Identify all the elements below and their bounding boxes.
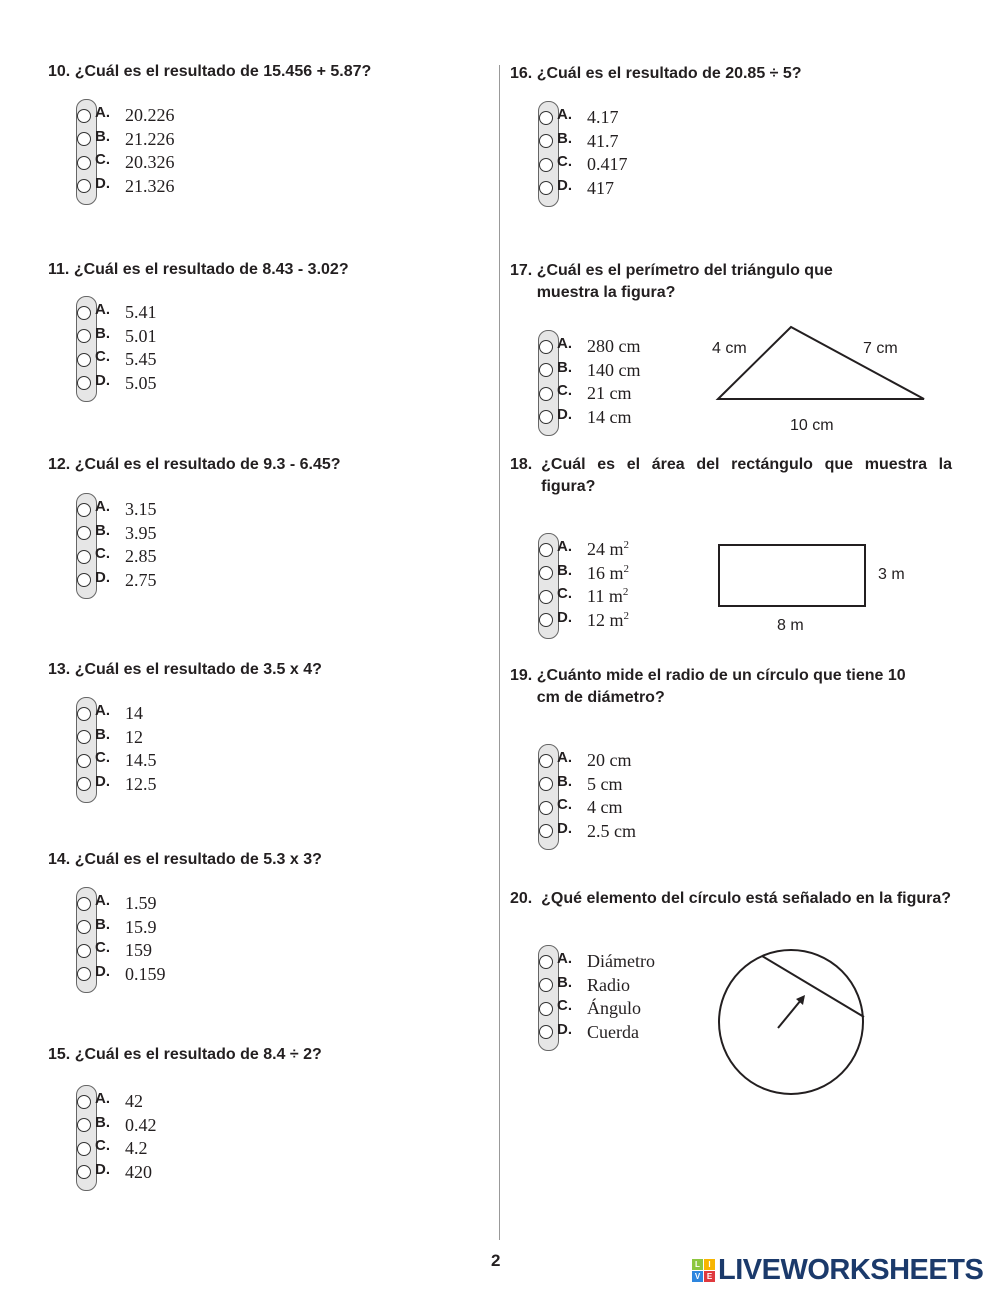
radio-bubble-icon[interactable] — [539, 158, 553, 172]
option-letter: D. — [557, 405, 572, 423]
radio-bubble-icon[interactable] — [539, 111, 553, 125]
answer-option[interactable] — [76, 175, 468, 199]
question-17 — [510, 260, 890, 429]
answer-option[interactable] — [76, 1161, 468, 1185]
question-11 — [48, 259, 468, 395]
radio-bubble-icon[interactable] — [77, 109, 91, 123]
option-value — [125, 523, 157, 544]
radio-bubble-icon[interactable] — [77, 730, 91, 744]
radio-bubble-icon[interactable] — [77, 573, 91, 587]
question-text: ¿Cuál es el resultado de 8.43 - 3.02? — [73, 261, 349, 278]
question-number: 15. — [48, 1046, 75, 1063]
option-value-text: 5.45 — [125, 349, 157, 370]
triangle-base-label: 10 cm — [790, 417, 834, 434]
question-number: 13. — [48, 661, 75, 678]
radio-bubble-icon[interactable] — [539, 754, 553, 768]
question-16 — [510, 63, 950, 200]
answer-option[interactable] — [76, 726, 468, 750]
option-value-text: Diámetro — [587, 951, 655, 972]
option-letter: B. — [95, 915, 110, 933]
option-value-text: 0.159 — [125, 963, 166, 984]
option-value-text: 2.5 cm — [587, 820, 636, 841]
answer-option[interactable] — [76, 301, 468, 325]
question-15 — [48, 1044, 468, 1184]
answer-option[interactable] — [76, 522, 468, 546]
option-value — [125, 499, 157, 520]
question-number: 20. — [510, 890, 542, 907]
option-value-text: 12 — [125, 726, 143, 747]
question-number: 11. — [48, 261, 74, 278]
question-text: ¿Cuánto mide el radio de un círculo que tiene 10 cm de diámetro? — [536, 667, 906, 706]
option-value — [125, 105, 175, 126]
question-12 — [48, 454, 468, 592]
answer-option[interactable] — [76, 545, 468, 569]
answer-option[interactable] — [76, 1090, 468, 1114]
answer-option[interactable] — [538, 609, 952, 633]
option-letter: A. — [95, 892, 110, 910]
option-value-text: 20.326 — [125, 152, 175, 173]
option-value — [587, 998, 641, 1019]
option-value-text: 1.59 — [125, 893, 157, 914]
radio-bubble-icon[interactable] — [539, 1025, 553, 1039]
option-letter: A. — [95, 1090, 110, 1108]
answer-option[interactable] — [538, 106, 950, 130]
answer-option[interactable] — [76, 963, 468, 987]
option-letter: A. — [557, 749, 572, 767]
option-value — [587, 563, 629, 584]
option-value — [125, 727, 143, 748]
option-value — [587, 750, 632, 771]
option-letter: A. — [557, 335, 572, 353]
option-letter: C. — [95, 545, 110, 563]
radio-bubble-icon[interactable] — [77, 503, 91, 517]
answer-option[interactable] — [76, 372, 468, 396]
option-value — [125, 546, 157, 567]
answer-options — [538, 106, 950, 200]
option-value-text: Radio — [587, 974, 630, 995]
triangle-left-label: 4 cm — [712, 340, 747, 357]
question-text: ¿Cuál es el resultado de 8.4 ÷ 2? — [74, 1046, 322, 1063]
answer-option[interactable] — [76, 569, 468, 593]
option-value-text: 24 m — [587, 539, 624, 560]
option-value-text: 417 — [587, 177, 614, 198]
answer-option[interactable] — [538, 773, 910, 797]
option-value-text: 12 m — [587, 609, 624, 630]
answer-options — [538, 749, 910, 843]
answer-option[interactable] — [538, 359, 890, 383]
option-letter: C. — [95, 939, 110, 957]
logo-text: LIVEWORKSHEETS — [718, 1254, 984, 1286]
option-value — [587, 586, 628, 607]
option-value-text: 21.326 — [125, 175, 175, 196]
radio-bubble-icon[interactable] — [77, 944, 91, 958]
option-letter: D. — [95, 772, 110, 790]
answer-option[interactable] — [76, 702, 468, 726]
option-value-text: 4.17 — [587, 107, 619, 128]
option-letter: C. — [95, 348, 110, 366]
question-text: ¿Cuál es el resultado de 3.5 x 4? — [74, 661, 322, 678]
option-value — [587, 539, 629, 560]
option-value-text: 14 — [125, 703, 143, 724]
option-value-text: 14.5 — [125, 750, 157, 771]
logo-tile: V — [692, 1271, 703, 1282]
option-value — [587, 774, 623, 795]
radio-bubble-icon[interactable] — [539, 181, 553, 195]
answer-option[interactable] — [538, 950, 952, 974]
option-value-text: 5.05 — [125, 372, 157, 393]
option-value-text: 4.2 — [125, 1138, 148, 1159]
answer-options — [76, 301, 468, 395]
radio-bubble-icon[interactable] — [77, 707, 91, 721]
option-exponent: 2 — [623, 609, 630, 622]
answer-option[interactable] — [76, 104, 468, 128]
radio-bubble-icon[interactable] — [77, 1142, 91, 1156]
question-text: ¿Cuál es el resultado de 5.3 x 3? — [74, 851, 322, 868]
question-title — [48, 1044, 468, 1066]
radio-bubble-icon[interactable] — [77, 1118, 91, 1132]
answer-option[interactable] — [538, 562, 952, 586]
option-value-text: 0.42 — [125, 1114, 157, 1135]
logo-tile: E — [704, 1271, 715, 1282]
logo-tile: I — [704, 1259, 715, 1270]
answer-option[interactable] — [76, 939, 468, 963]
answer-options — [76, 702, 468, 796]
option-value-text: 16 m — [587, 562, 624, 583]
radio-bubble-icon[interactable] — [77, 897, 91, 911]
answer-option[interactable] — [538, 153, 950, 177]
option-value — [125, 893, 157, 914]
radio-bubble-icon[interactable] — [77, 1095, 91, 1109]
question-10 — [48, 61, 468, 198]
question-title — [48, 259, 468, 281]
option-value-text: 280 cm — [587, 336, 641, 357]
option-letter: B. — [557, 129, 572, 147]
answer-options — [76, 104, 468, 198]
answer-option[interactable] — [538, 382, 890, 406]
option-letter: A. — [95, 498, 110, 516]
answer-option[interactable] — [76, 498, 468, 522]
option-value-text: 21 cm — [587, 383, 632, 404]
option-value-text: 41.7 — [587, 130, 619, 151]
option-letter: C. — [95, 151, 110, 169]
option-letter: D. — [95, 962, 110, 980]
option-value — [587, 107, 619, 128]
answer-option[interactable] — [76, 892, 468, 916]
liveworksheets-logo — [692, 1254, 983, 1287]
question-number: 14. — [48, 851, 75, 868]
answer-option[interactable] — [76, 325, 468, 349]
radio-bubble-icon[interactable] — [539, 1002, 553, 1016]
option-letter: A. — [95, 702, 110, 720]
radio-bubble-icon[interactable] — [539, 777, 553, 791]
answer-option[interactable] — [76, 1137, 468, 1161]
question-title — [510, 665, 910, 709]
question-title — [510, 260, 890, 304]
answer-options — [538, 335, 890, 429]
option-value — [125, 176, 175, 197]
option-value — [587, 610, 629, 631]
radio-bubble-icon[interactable] — [77, 179, 91, 193]
answer-option[interactable] — [538, 796, 910, 820]
option-value — [125, 1162, 152, 1183]
radio-bubble-icon[interactable] — [77, 1165, 91, 1179]
radio-bubble-icon[interactable] — [77, 967, 91, 981]
question-18 — [510, 454, 952, 632]
question-title — [510, 63, 950, 85]
option-value-text: 3.95 — [125, 522, 157, 543]
option-value-text: Ángulo — [587, 998, 641, 1019]
option-letter: B. — [557, 561, 572, 579]
option-letter: B. — [95, 521, 110, 539]
option-letter: A. — [95, 301, 110, 319]
radio-bubble-icon[interactable] — [77, 550, 91, 564]
radio-bubble-icon[interactable] — [77, 920, 91, 934]
radio-bubble-icon[interactable] — [539, 134, 553, 148]
option-value — [125, 326, 157, 347]
option-letter: D. — [95, 568, 110, 586]
option-value-text: 20.226 — [125, 105, 175, 126]
option-letter: D. — [95, 174, 110, 192]
option-letter: A. — [95, 104, 110, 122]
radio-bubble-icon[interactable] — [539, 387, 553, 401]
answer-options — [76, 1090, 468, 1184]
option-value-text: 15.9 — [125, 916, 157, 937]
option-value — [587, 154, 628, 175]
option-value — [125, 940, 152, 961]
option-value — [587, 336, 641, 357]
answer-option[interactable] — [76, 749, 468, 773]
option-letter: B. — [557, 358, 572, 376]
question-number: 12. — [48, 456, 75, 473]
option-value — [125, 302, 157, 323]
option-value — [587, 1022, 639, 1043]
answer-option[interactable] — [76, 1114, 468, 1138]
option-value — [125, 373, 157, 394]
option-letter: D. — [557, 819, 572, 837]
radio-bubble-icon[interactable] — [77, 132, 91, 146]
answer-options — [76, 892, 468, 986]
question-text: ¿Qué elemento del círculo está señalado en la figura? — [541, 890, 952, 907]
option-letter: B. — [95, 127, 110, 145]
answer-option[interactable] — [538, 335, 890, 359]
option-value — [587, 797, 623, 818]
option-value — [125, 152, 175, 173]
answer-options — [538, 950, 952, 1044]
radio-bubble-icon[interactable] — [77, 329, 91, 343]
option-exponent: 2 — [623, 562, 630, 575]
option-value-text: 5 cm — [587, 773, 623, 794]
option-value-text: 420 — [125, 1161, 152, 1182]
option-value — [125, 570, 157, 591]
option-letter: A. — [557, 106, 572, 124]
answer-options — [76, 498, 468, 592]
option-letter: C. — [95, 1137, 110, 1155]
option-value-text: 140 cm — [587, 359, 641, 380]
answer-option[interactable] — [76, 128, 468, 152]
option-value — [587, 951, 655, 972]
radio-bubble-icon[interactable] — [539, 590, 553, 604]
option-value — [587, 178, 614, 199]
option-value — [125, 1091, 143, 1112]
option-value — [587, 383, 632, 404]
question-text: ¿Cuál es el resultado de 20.85 ÷ 5? — [536, 65, 802, 82]
option-letter: C. — [557, 796, 572, 814]
question-title — [48, 849, 468, 871]
option-letter: C. — [557, 585, 572, 603]
radio-bubble-icon[interactable] — [77, 353, 91, 367]
option-value — [125, 750, 157, 771]
answer-option[interactable] — [538, 820, 910, 844]
column-divider — [499, 65, 500, 1240]
question-number: 10. — [48, 63, 75, 80]
radio-bubble-icon[interactable] — [539, 955, 553, 969]
option-value — [125, 917, 157, 938]
option-letter: B. — [95, 324, 110, 342]
option-letter: D. — [557, 608, 572, 626]
option-exponent: 2 — [623, 539, 630, 552]
radio-bubble-icon[interactable] — [77, 306, 91, 320]
option-value — [587, 821, 636, 842]
option-value-text: 159 — [125, 940, 152, 961]
option-value — [125, 774, 157, 795]
option-value-text: 0.417 — [587, 154, 628, 175]
radio-bubble-icon[interactable] — [539, 340, 553, 354]
answer-option[interactable] — [538, 749, 910, 773]
answer-option[interactable] — [76, 348, 468, 372]
option-value — [587, 360, 641, 381]
question-20 — [510, 888, 952, 1044]
option-value-text: 11 m — [587, 586, 623, 607]
answer-option[interactable] — [538, 1021, 952, 1045]
triangle-right-label: 7 cm — [863, 340, 898, 357]
option-letter: D. — [557, 1020, 572, 1038]
option-value-text: 2.75 — [125, 569, 157, 590]
option-value-text: 12.5 — [125, 773, 157, 794]
question-text: ¿Cuál es el área del rectángulo que muestra la figura? — [541, 456, 952, 495]
radio-bubble-icon[interactable] — [539, 613, 553, 627]
option-value-text: Cuerda — [587, 1021, 639, 1042]
answer-option[interactable] — [538, 997, 952, 1021]
radio-bubble-icon[interactable] — [539, 543, 553, 557]
option-letter: C. — [557, 997, 572, 1015]
option-value — [587, 131, 619, 152]
question-13 — [48, 659, 468, 796]
option-value — [587, 407, 632, 428]
radio-bubble-icon[interactable] — [77, 156, 91, 170]
option-letter: A. — [557, 538, 572, 556]
question-number: 17. — [510, 262, 537, 279]
rectangle-width-label: 8 m — [777, 617, 804, 634]
option-letter: B. — [557, 973, 572, 991]
option-letter: D. — [95, 1160, 110, 1178]
question-19 — [510, 665, 910, 843]
answer-option[interactable] — [76, 916, 468, 940]
radio-bubble-icon[interactable] — [539, 410, 553, 424]
option-value-text: 20 cm — [587, 750, 632, 771]
option-letter: B. — [95, 725, 110, 743]
question-text: ¿Cuál es el resultado de 15.456 + 5.87? — [74, 63, 372, 80]
question-number: 19. — [510, 667, 537, 684]
radio-bubble-icon[interactable] — [77, 376, 91, 390]
option-value-text: 4 cm — [587, 797, 623, 818]
question-text: ¿Cuál es el perímetro del triángulo que muestra la figura? — [536, 262, 833, 301]
question-number: 16. — [510, 65, 537, 82]
option-value — [125, 1138, 148, 1159]
question-14 — [48, 849, 468, 986]
option-letter: C. — [557, 153, 572, 171]
option-value — [125, 964, 166, 985]
question-text: ¿Cuál es el resultado de 9.3 - 6.45? — [74, 456, 341, 473]
radio-bubble-icon[interactable] — [77, 526, 91, 540]
option-exponent: 2 — [622, 586, 629, 599]
radio-bubble-icon[interactable] — [539, 566, 553, 580]
question-title — [48, 61, 468, 83]
answer-options — [538, 538, 952, 632]
option-value-text: 5.01 — [125, 325, 157, 346]
page-number: 2 — [491, 1251, 501, 1270]
question-title — [510, 454, 952, 498]
logo-tiles-icon — [692, 1259, 715, 1282]
option-letter: A. — [557, 950, 572, 968]
rectangle-height-label: 3 m — [878, 566, 905, 583]
answer-option[interactable] — [76, 773, 468, 797]
option-value — [125, 1115, 157, 1136]
option-letter: C. — [557, 382, 572, 400]
option-letter: D. — [557, 176, 572, 194]
option-value — [587, 975, 630, 996]
radio-bubble-icon[interactable] — [539, 801, 553, 815]
option-letter: B. — [557, 772, 572, 790]
question-title — [510, 888, 952, 910]
option-value — [125, 703, 143, 724]
answer-option[interactable] — [538, 538, 952, 562]
radio-bubble-icon[interactable] — [77, 777, 91, 791]
answer-option[interactable] — [538, 974, 952, 998]
radio-bubble-icon[interactable] — [539, 824, 553, 838]
answer-option[interactable] — [538, 406, 890, 430]
option-letter: B. — [95, 1113, 110, 1131]
answer-option[interactable] — [538, 130, 950, 154]
option-value-text: 3.15 — [125, 499, 157, 520]
option-value-text: 14 cm — [587, 406, 632, 427]
question-number: 18. — [510, 456, 542, 473]
answer-option[interactable] — [538, 585, 952, 609]
question-title — [48, 659, 468, 681]
option-value-text: 21.226 — [125, 128, 175, 149]
radio-bubble-icon[interactable] — [539, 978, 553, 992]
option-letter: C. — [95, 749, 110, 767]
option-value — [125, 129, 175, 150]
option-value-text: 42 — [125, 1091, 143, 1112]
option-value — [125, 349, 157, 370]
radio-bubble-icon[interactable] — [539, 363, 553, 377]
answer-option[interactable] — [538, 177, 950, 201]
radio-bubble-icon[interactable] — [77, 754, 91, 768]
option-letter: D. — [95, 371, 110, 389]
answer-option[interactable] — [76, 151, 468, 175]
option-value-text: 2.85 — [125, 546, 157, 567]
option-value-text: 5.41 — [125, 302, 157, 323]
question-title — [48, 454, 468, 476]
logo-tile: L — [692, 1259, 703, 1270]
